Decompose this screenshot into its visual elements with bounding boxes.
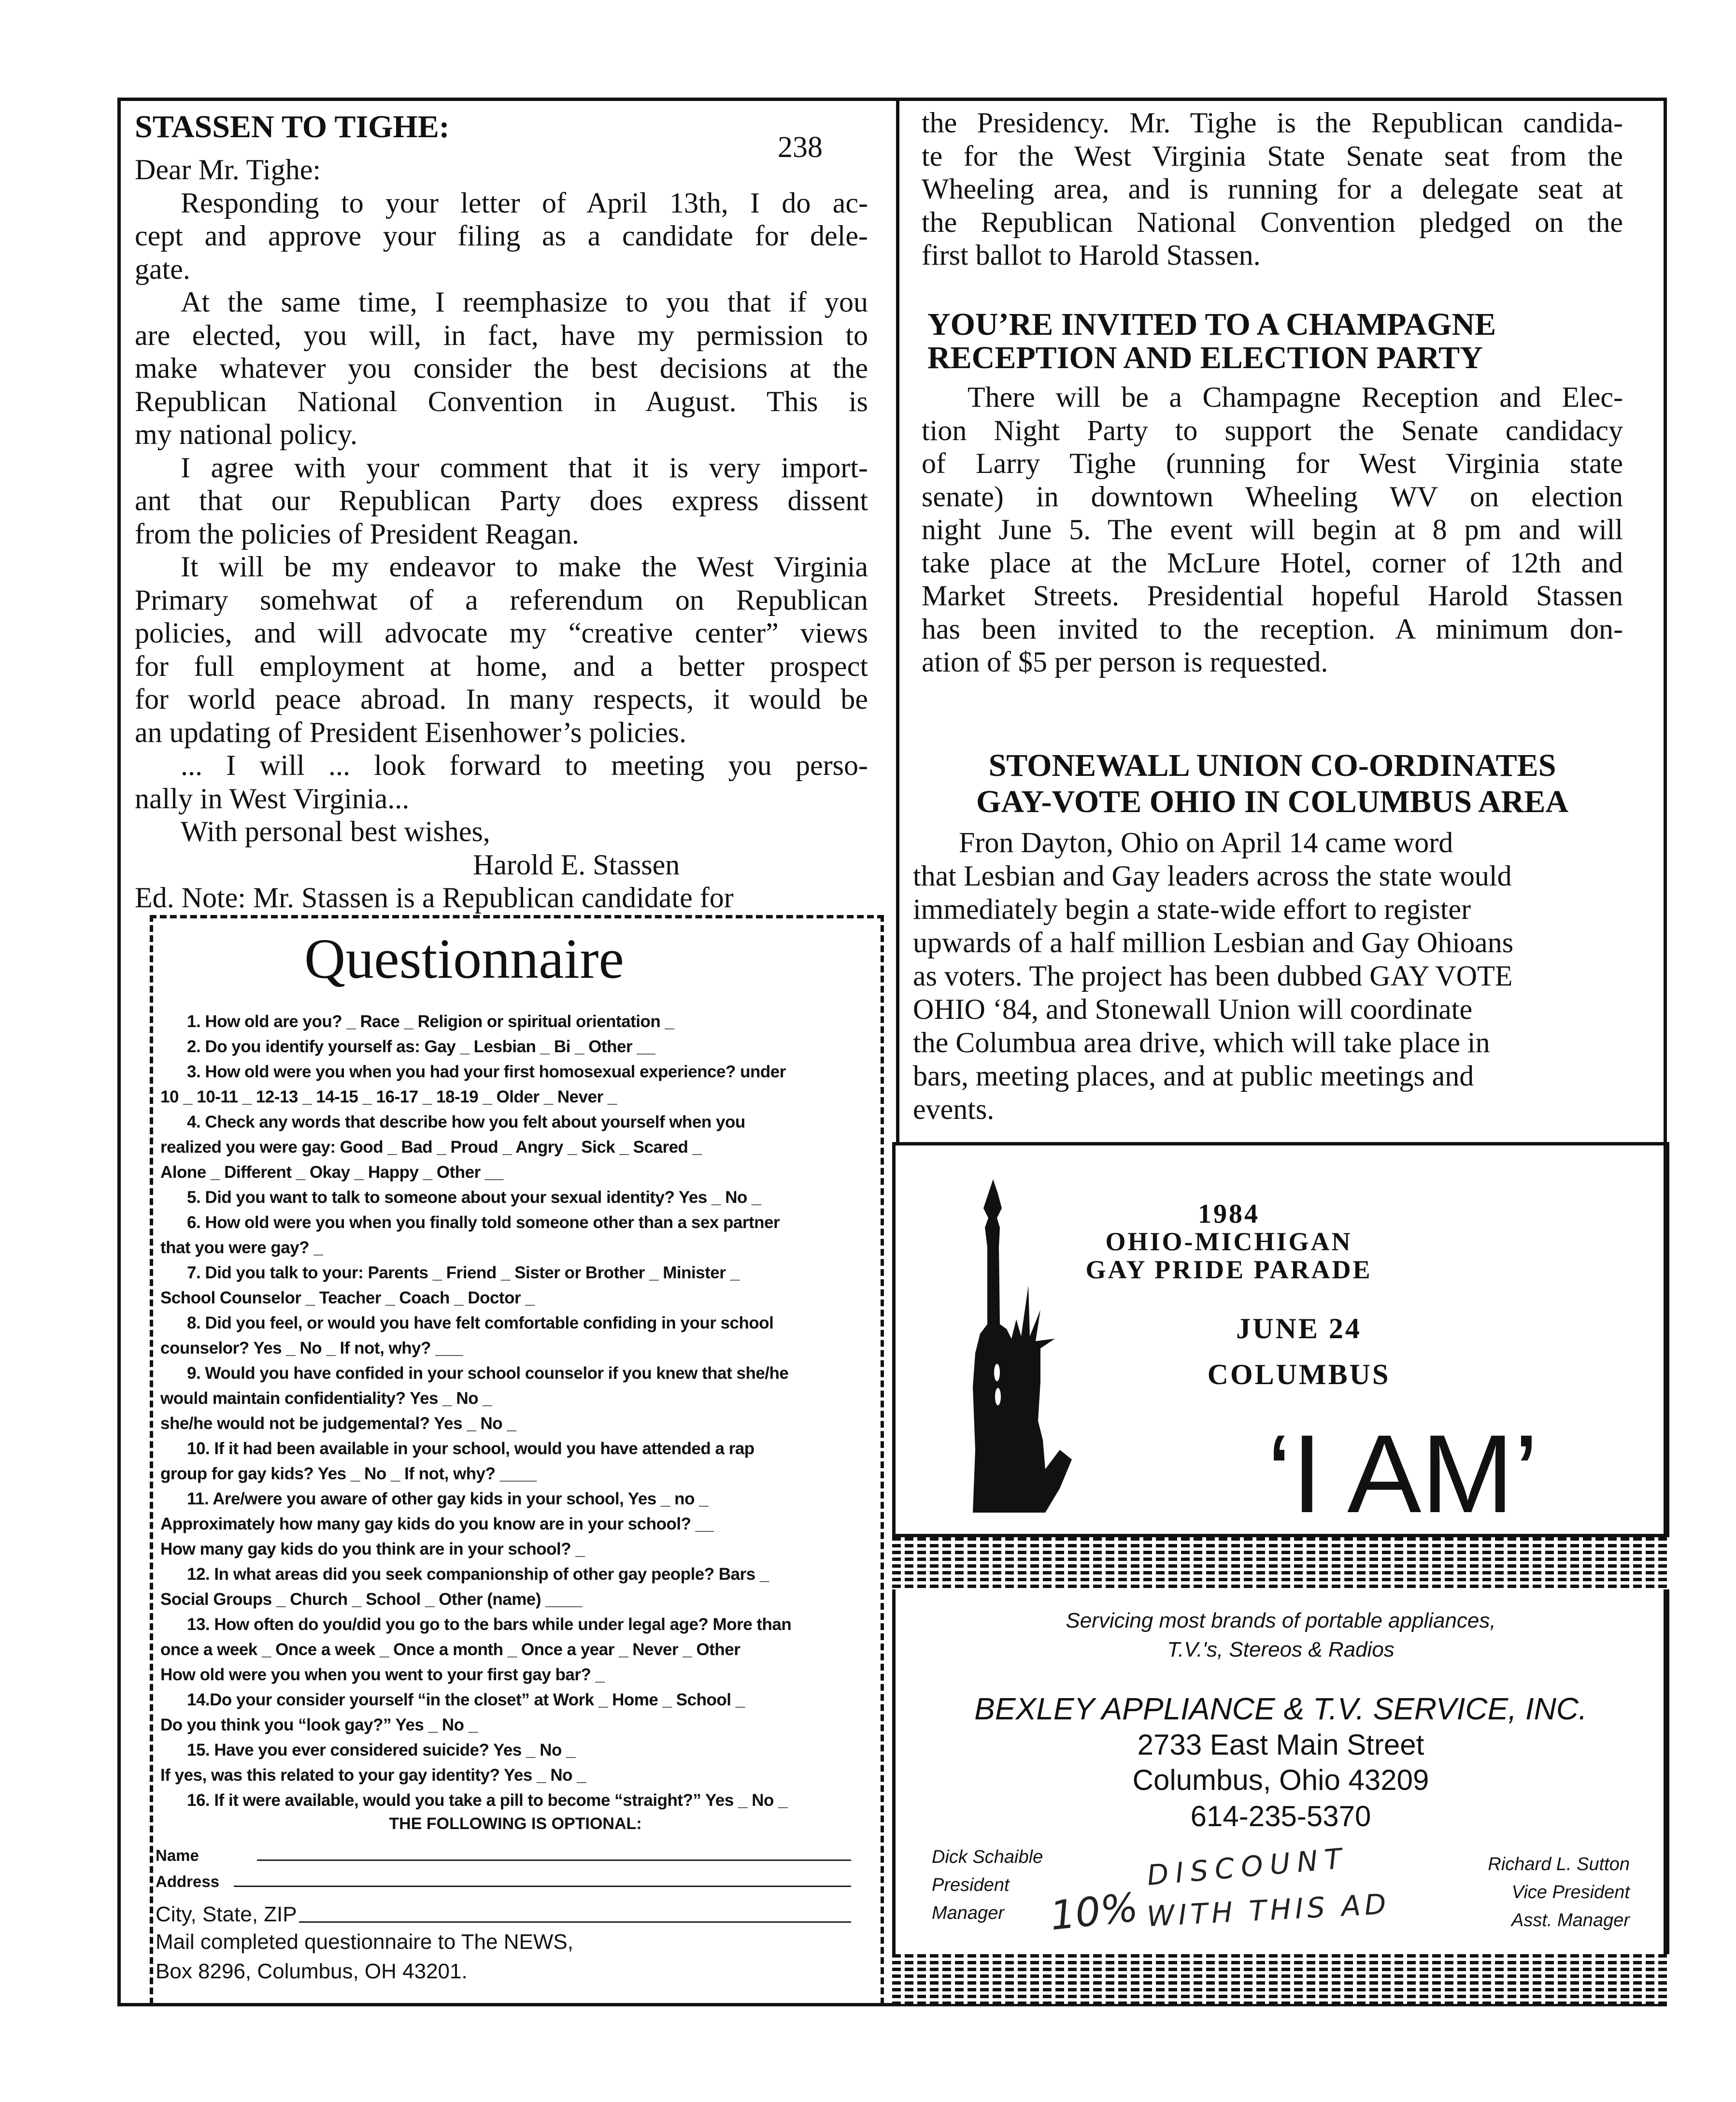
continued-line: te for the West Virginia State Senate seat from the <box>922 140 1623 172</box>
continued-line: the Presidency. Mr. Tighe is the Republican candida- <box>922 107 1623 139</box>
question-line: group for gay kids? Yes _ No _ If not, why? ____ <box>160 1464 537 1483</box>
question-line: 12. In what areas did you seek companionship of other gay people? Bars _ <box>187 1565 769 1584</box>
letter-line: Primary somehwat of a referendum on Republican <box>135 584 868 616</box>
stassen-continued <box>922 106 1623 272</box>
letter-paragraph <box>135 186 868 286</box>
question-line: 14.Do your consider yourself “in the closet” at Work _ Home _ School _ <box>187 1690 745 1709</box>
ad-address: 2733 East Main Street <box>1137 1729 1424 1761</box>
letter-line: It will be my endeavor to make the West Virginia <box>181 551 868 583</box>
question-line: 11. Are/were you aware of other gay kids in your school, Yes _ no _ <box>187 1489 709 1508</box>
questionnaire-title: Questionnaire <box>304 927 624 990</box>
question-line: 13. How often do you/did you go to the bars while under legal age? More than <box>187 1615 792 1634</box>
name-field[interactable] <box>156 1846 851 1865</box>
stonewall-line: Fron Dayton, Ohio on April 14 came word <box>959 827 1453 858</box>
stassen-letter <box>135 153 868 915</box>
handwritten-with-this-ad: WITH THIS AD <box>1146 1887 1391 1933</box>
champagne-line: night June 5. The event will begin at 8 pm and will <box>922 514 1623 545</box>
champagne-line: has been invited to the reception. A minimum don- <box>922 613 1623 645</box>
question-line: Approximately how many gay kids do you know are in your school? __ <box>160 1515 714 1533</box>
mail-instructions-line1: Mail completed questionnaire to The NEWS, <box>156 1930 573 1954</box>
champagne-line: senate) in downtown Wheeling WV on election <box>922 480 1623 513</box>
question-line: Do you think you “look gay?” Yes _ No _ <box>160 1716 478 1734</box>
letter-paragraph <box>135 815 868 848</box>
left-person-title2: Manager <box>932 1903 1004 1923</box>
right-person-title1: Vice President <box>1511 1882 1630 1902</box>
letter-line: for full employment at home, and a better prospect <box>135 650 868 682</box>
letter-line: make whatever you consider the best decisions at the <box>135 352 868 384</box>
ad-left-person <box>932 1843 1043 1927</box>
letter-line: policies, and will advocate my “creative center” views <box>135 617 868 649</box>
letter-line: ant that our Republican Party does express dissent <box>135 485 868 516</box>
ad-right-person <box>1488 1850 1630 1934</box>
champagne-line: tion Night Party to support the Senate candidacy <box>922 414 1623 446</box>
champagne-line: Market Streets. Presidential hopeful Harold Stassen <box>922 580 1623 612</box>
appliance-ad <box>892 1589 1669 1954</box>
letter-line: cept and approve your filing as a candidate for dele- <box>135 220 868 252</box>
city-state-zip-field[interactable] <box>156 1902 851 1927</box>
stonewall-headline-line2: GAY-VOTE OHIO IN COLUMBUS AREA <box>976 784 1569 819</box>
stonewall-line: immediately begin a state-wide effort to register <box>913 893 1471 925</box>
letter-line: for world peace abroad. In many respects, it would be <box>135 683 868 715</box>
stonewall-line: bars, meeting places, and at public meetings and <box>913 1060 1474 1092</box>
letter-body <box>135 186 868 848</box>
address-rule <box>234 1886 851 1887</box>
name-rule <box>257 1859 851 1861</box>
decorative-border-top <box>892 1537 1669 1589</box>
editor-note: Ed. Note: Mr. Stassen is a Republican candidate for <box>135 882 734 914</box>
question-line: 7. Did you talk to your: Parents _ Friend _ Sister or Brother _ Minister _ <box>187 1263 740 1282</box>
ad-tagline1: Servicing most brands of portable appliances, <box>1066 1609 1496 1632</box>
stonewall-headline-line1: STONEWALL UNION CO-ORDINATES <box>988 748 1556 783</box>
stonewall-line: events. <box>913 1093 995 1125</box>
champagne-headline <box>927 308 1496 374</box>
pride-year: 1984 <box>1198 1199 1260 1229</box>
question-line: that you were gay? _ <box>160 1238 323 1257</box>
letter-line: Responding to your letter of April 13th, I do ac- <box>181 186 868 219</box>
question-line: How old were you when you went to your first gay bar? _ <box>160 1665 605 1684</box>
left-person-title1: President <box>932 1875 1010 1895</box>
right-person-title2: Asst. Manager <box>1511 1910 1630 1930</box>
question-line: If yes, was this related to your gay identity? Yes _ No _ <box>160 1766 586 1785</box>
letter-paragraph <box>135 749 868 815</box>
letter-line: nally in West Virginia... <box>135 782 410 815</box>
question-line: 6. How old were you when you finally told someone other than a sex partner <box>187 1213 780 1232</box>
question-line: School Counselor _ Teacher _ Coach _ Doctor _ <box>160 1288 535 1307</box>
salutation: Dear Mr. Tighe: <box>135 154 321 186</box>
question-line: 16. If it were available, would you take a pill to become “straight?” Yes _ No _ <box>187 1791 788 1810</box>
pride-parade-ad <box>892 1142 1669 1537</box>
letter-line: ... I will ... look forward to meeting you perso- <box>181 749 868 781</box>
question-line: 2. Do you identify yourself as: Gay _ Lesbian _ Bi _ Other __ <box>187 1037 655 1056</box>
champagne-line: of Larry Tighe (running for West Virginia state <box>922 447 1623 479</box>
question-line: she/he would not be judgemental? Yes _ No _ <box>160 1414 516 1433</box>
stonewall-line: OHIO ‘84, and Stonewall Union will coordinate <box>913 993 1473 1025</box>
question-line: How many gay kids do you think are in your school? _ <box>160 1540 585 1559</box>
question-line: 3. How old were you when you had your first homosexual experience? under <box>187 1062 786 1081</box>
letter-line: are elected, you will, in fact, have my permission to <box>135 319 868 351</box>
champagne-headline-line2: RECEPTION AND ELECTION PARTY <box>927 340 1483 375</box>
ad-tagline2: T.V.'s, Stereos & Radios <box>1167 1638 1394 1661</box>
champagne-article <box>922 380 1623 679</box>
letter-paragraph <box>135 286 868 451</box>
statue-of-liberty-icon <box>968 1179 1094 1517</box>
questionnaire-questions <box>160 1009 870 1813</box>
ad-city: Columbus, Ohio 43209 <box>1132 1764 1429 1796</box>
letter-line: With personal best wishes, <box>181 815 490 847</box>
ad-phone: 614-235-5370 <box>1190 1800 1371 1832</box>
question-line: 9. Would you have confided in your school counselor if you knew that she/he <box>187 1364 789 1383</box>
optional-heading: THE FOLLOWING IS OPTIONAL: <box>389 1815 642 1833</box>
name-label: Name <box>156 1846 199 1864</box>
champagne-line: ation of $5 per person is requested. <box>922 646 1328 678</box>
continued-line: first ballot to Harold Stassen. <box>922 239 1261 271</box>
city-rule <box>299 1921 851 1923</box>
champagne-line: take place at the McLure Hotel, corner of 12th and <box>922 546 1623 579</box>
question-line: 5. Did you want to talk to someone about your sexual identity? Yes _ No _ <box>187 1188 761 1207</box>
page-number: 238 <box>778 131 823 164</box>
column-divider <box>896 98 899 1144</box>
question-line: 4. Check any words that describe how you felt about yourself when you <box>187 1113 745 1131</box>
champagne-headline-line1: YOU’RE INVITED TO A CHAMPAGNE <box>927 307 1496 342</box>
mail-instructions-line2: Box 8296, Columbus, OH 43201. <box>156 1959 468 1983</box>
question-line: realized you were gay: Good _ Bad _ Proud _ Angry _ Sick _ Scared _ <box>160 1138 702 1157</box>
letter-paragraph <box>135 550 868 749</box>
question-line: 8. Did you feel, or would you have felt comfortable confiding in your school <box>187 1314 774 1332</box>
decorative-border-bottom <box>892 1954 1669 2004</box>
pride-line2: GAY PRIDE PARADE <box>1085 1255 1372 1284</box>
stonewall-line: that Lesbian and Gay leaders across the state would <box>913 860 1512 892</box>
letter-line: gate. <box>135 253 190 285</box>
city-label: City, State, ZIP <box>156 1902 297 1926</box>
pride-line1: OHIO-MICHIGAN <box>1105 1227 1352 1256</box>
ad-company: BEXLEY APPLIANCE & T.V. SERVICE, INC. <box>974 1691 1587 1726</box>
question-line: Alone _ Different _ Okay _ Happy _ Other __ <box>160 1163 503 1182</box>
right-person-name: Richard L. Sutton <box>1488 1854 1630 1874</box>
signature: Harold E. Stassen <box>473 848 680 881</box>
question-line: 10 _ 10-11 _ 12-13 _ 14-15 _ 16-17 _ 18-19 _ Older _ Never _ <box>160 1087 617 1106</box>
stonewall-line: as voters. The project has been dubbed GAY VOTE <box>913 960 1513 992</box>
question-line: 15. Have you ever considered suicide? Yes _ No _ <box>187 1741 576 1759</box>
address-field[interactable] <box>156 1873 851 1891</box>
letter-line: At the same time, I reemphasize to you that if you <box>181 286 868 318</box>
continued-line: Wheeling area, and is running for a delegate seat at <box>922 173 1623 205</box>
question-line: once a week _ Once a week _ Once a month _ Once a year _ Never _ Other <box>160 1640 740 1659</box>
question-line: 1. How old are you? _ Race _ Religion or spiritual orientation _ <box>187 1012 674 1031</box>
question-line: Social Groups _ Church _ School _ Other (name) ____ <box>160 1590 583 1609</box>
letter-line: from the policies of President Reagan. <box>135 517 579 550</box>
question-line: counselor? Yes _ No _ If not, why? ___ <box>160 1339 463 1358</box>
champagne-line: There will be a Champagne Reception and Elec- <box>968 381 1623 413</box>
handwritten-percent: 10% <box>1048 1884 1140 1940</box>
question-line: 10. If it had been available in your school, would you have attended a rap <box>187 1439 754 1458</box>
stonewall-article <box>913 826 1623 1126</box>
letter-line: my national policy. <box>135 418 358 450</box>
stonewall-line: upwards of a half million Lesbian and Gay Ohioans <box>913 927 1514 958</box>
continued-line: the Republican National Convention pledged on the <box>922 206 1623 238</box>
stonewall-headline <box>922 747 1623 820</box>
letter-line: an updating of President Eisenhower’s policies. <box>135 716 686 748</box>
left-person-name: Dick Schaible <box>932 1847 1043 1867</box>
stonewall-line: the Columbua area drive, which will take place in <box>913 1027 1490 1058</box>
question-line: would maintain confidentiality? Yes _ No _ <box>160 1389 492 1408</box>
handwritten-discount: DISCOUNT <box>1145 1841 1350 1892</box>
letter-line: I agree with your comment that it is very import- <box>181 451 868 484</box>
pride-date: JUNE 24 <box>1236 1313 1362 1344</box>
pride-city: COLUMBUS <box>1207 1358 1391 1390</box>
stassen-headline: STASSEN TO TIGHE: <box>135 109 450 144</box>
address-label: Address <box>156 1873 220 1890</box>
letter-line: Republican National Convention in August. This is <box>135 385 868 417</box>
letter-paragraph <box>135 451 868 551</box>
pride-slogan: ‘I AM’ <box>1266 1412 1539 1536</box>
